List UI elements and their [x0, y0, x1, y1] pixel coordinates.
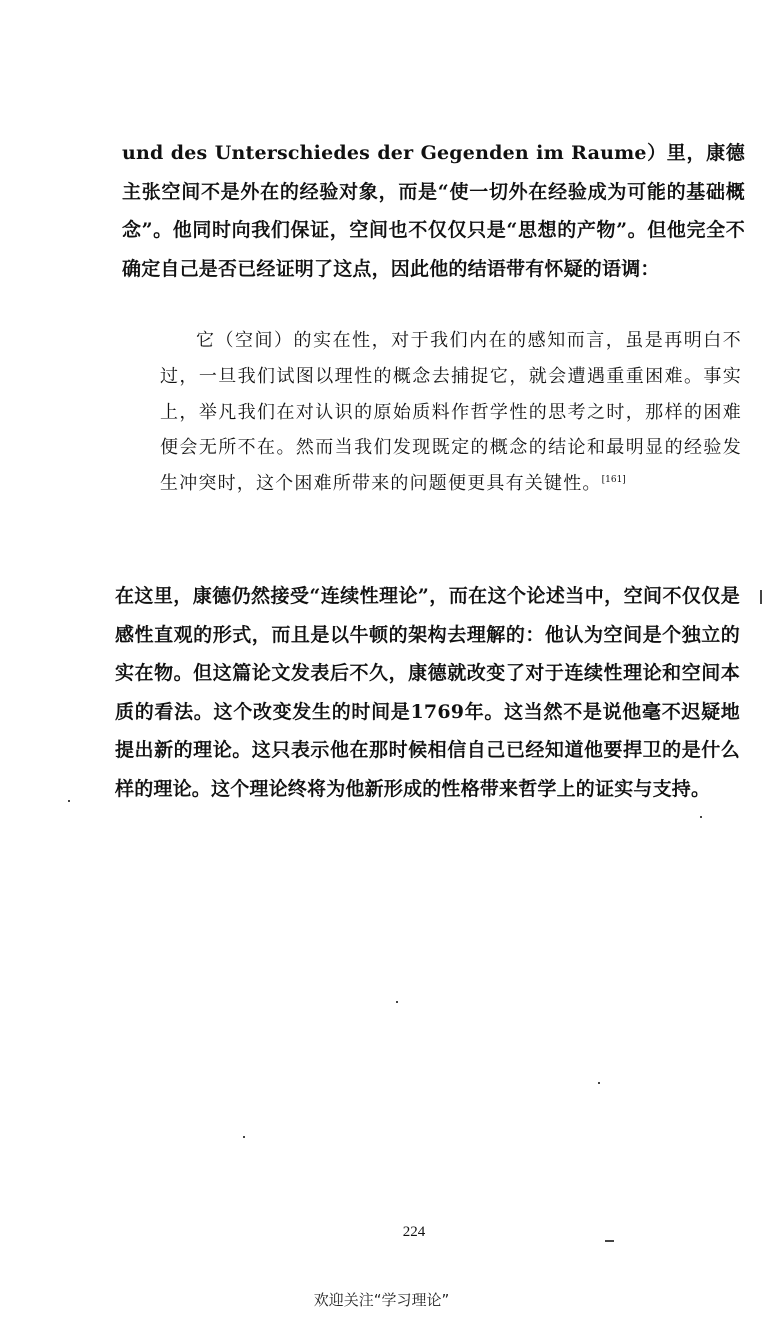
footer-note: 欢迎关注“学习理论”: [313, 1291, 450, 1309]
body-paragraph-2: 在这里，康德仍然接受“连续性理论”，而在这个论述当中，空间不仅仅是感性直观的形式，而且是以牛顿的架构去理解的：他认为空间是个独立的实在物。但这篇论文发表后不久，康德就改变了对于连续性理论和空间本质的看法。这个改变发生的时间是1769年。这当然不是说他毫不迟疑地提出新的理论。这只表示他在那时候相信自己已经知道他要捍卫的是什么样的理论。这个理论终将为他新形成的性格带来哲学上的证实与支持。: [115, 585, 740, 800]
block-quote: [160, 323, 742, 502]
scan-speck: [243, 1136, 245, 1138]
scan-speck: [700, 816, 702, 818]
scan-speck: [68, 800, 70, 802]
scan-speck: [598, 1082, 600, 1084]
page-number: 224: [402, 1224, 426, 1240]
scan-speck: [605, 1240, 614, 1242]
body-paragraph-1: und des Unterschiedes der Gegenden im Raume）里，康德主张空间不是外在的经验对象，而是“使一切外在经验成为可能的基础概念”。他同时向我们保证，空间也不仅仅只是“思想的产物”。但他完全不确定自己是否已经证明了这点，因此他的结语带有怀疑的语调：: [122, 142, 745, 280]
footnote-reference: [161]: [601, 475, 626, 486]
block-quote-text: 它（空间）的实在性，对于我们内在的感知而言，虽是再明白不过，一旦我们试图以理性的概念去捕捉它，就会遭遇重重困难。事实上，举凡我们在对认识的原始质料作哲学性的思考之时，那样的困难便会无所不在。然而当我们发现既定的概念的结论和最明显的经验发生冲突时，这个困难所带来的问题便更具有关键性。: [160, 330, 742, 495]
scan-speck: [760, 590, 762, 604]
scan-speck: [396, 1001, 398, 1003]
